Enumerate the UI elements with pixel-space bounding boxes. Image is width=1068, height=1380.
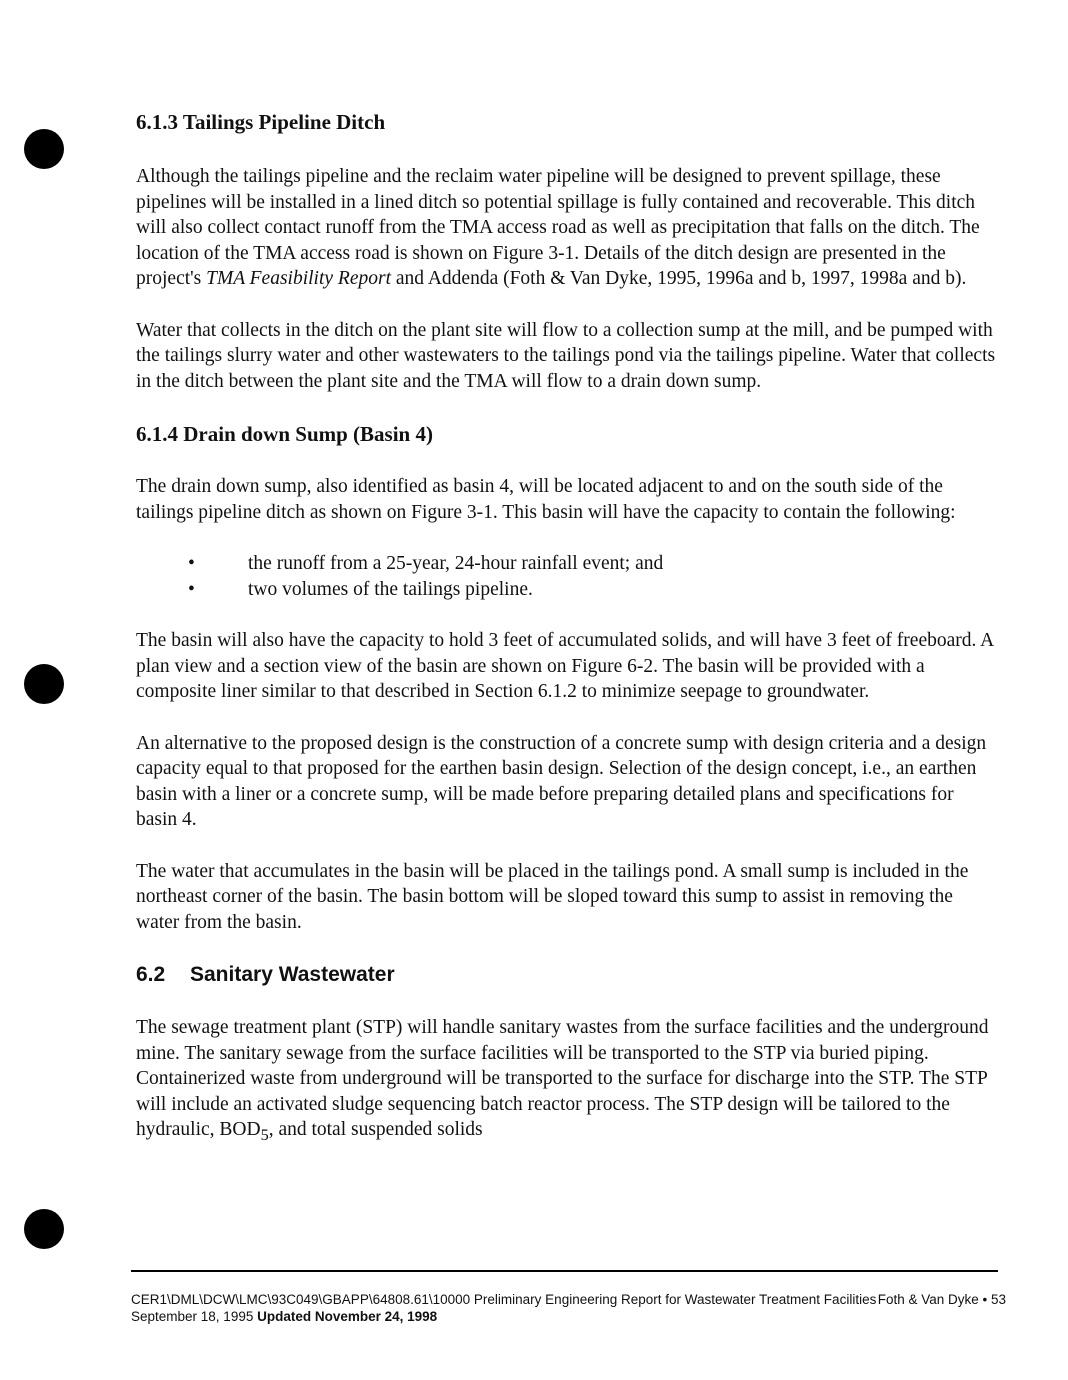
- section-heading-6-2: [136, 961, 996, 989]
- bullet-list: [136, 551, 996, 602]
- list-item: [136, 577, 996, 603]
- page-body: [136, 108, 996, 1148]
- footer-date: September 18, 1995: [131, 1309, 258, 1324]
- bullet-icon: •: [188, 553, 195, 574]
- section-heading-6-1-3: 6.1.3 Tailings Pipeline Ditch: [136, 110, 386, 134]
- report-title-italic: TMA Feasibility Report: [206, 268, 391, 289]
- section-title: Sanitary Wastewater: [190, 963, 395, 986]
- paragraph-text: The sewage treatment plant (STP) will handle sanitary wastes from the surface facilities and the underground mine. The sanitary sewage from the surface facilities will be transported to the STP via buried piping. Containerized waste from underground will be transported to the surface for discharge into the STP. The STP will include an activated sludge sequencing batch reactor process. The STP design will be tailored to the hydraulic, BOD: [136, 1017, 989, 1140]
- punch-hole-icon: [24, 129, 64, 169]
- page-footer: [131, 1291, 1006, 1325]
- section-number: 6.2: [136, 963, 166, 986]
- footer-updated: Updated November 24, 1998: [257, 1309, 438, 1324]
- list-item: [136, 551, 996, 577]
- footer-company-page: Foth & Van Dyke • 53: [877, 1292, 1006, 1307]
- paragraph-text: Although the tailings pipeline and the reclaim water pipeline will be designed to prevent spillage, these pipelines will be installed in a lined ditch so potential spillage is fully contained and recoverable. This ditch will also collect contact runoff from the TMA access road as well as precipitation that falls on the ditch. The location of the TMA access road is shown on Figure 3-1. Details of the ditch design are presented in the project's: [136, 166, 980, 289]
- footer-path-title: CER1\DML\DCW\LMC\93C049\GBAPP\64808.61\10000 Preliminary Engineering Report for Wastewater Treatment Facilities: [131, 1292, 877, 1307]
- paragraph: The basin will also have the capacity to hold 3 feet of accumulated solids, and will have 3 feet of freeboard. A plan view and a section view of the basin are shown on Figure 6-2. The basin will be provided with a composite liner similar to that described in Section 6.1.2 to minimize seepage to groundwater.: [136, 630, 994, 702]
- footer-divider: [131, 1270, 998, 1272]
- list-item-text: the runoff from a 25-year, 24-hour rainfall event; and: [248, 553, 664, 574]
- paragraph-text: and Addenda (Foth & Van Dyke, 1995, 1996a and b, 1997, 1998a and b).: [391, 268, 967, 289]
- paragraph: Water that collects in the ditch on the plant site will flow to a collection sump at the mill, and be pumped with the tailings slurry water and other wastewaters to the tailings pond via the tailings pipeline. Water that collects in the ditch between the plant site and the TMA will flow to a drain down sump.: [136, 319, 996, 392]
- section-heading-6-1-4: 6.1.4 Drain down Sump (Basin 4): [136, 422, 433, 446]
- paragraph: The drain down sump, also identified as basin 4, will be located adjacent to and on the south side of the tailings pipeline ditch as shown on Figure 3-1. This basin will have the capacity to contain the following:: [136, 476, 956, 523]
- paragraph: [136, 1015, 996, 1148]
- paragraph: The water that accumulates in the basin will be placed in the tailings pond. A small sump is included in the northeast corner of the basin. The basin bottom will be sloped toward this sump to assist in removing the water from the basin.: [136, 860, 969, 933]
- punch-hole-icon: [24, 1209, 64, 1249]
- bullet-icon: •: [188, 578, 195, 600]
- paragraph: An alternative to the proposed design is the construction of a concrete sump with design criteria and a design capacity equal to that proposed for the earthen basin design. Selection of the design concept, i.e., an earthen basin with a liner or a concrete sump, will be made before preparing detailed plans and specifications for basin 4.: [136, 732, 987, 830]
- subscript: 5: [260, 1125, 269, 1144]
- paragraph: [136, 164, 996, 292]
- list-item-text: two volumes of the tailings pipeline.: [248, 578, 533, 600]
- paragraph-text: , and total suspended solids: [268, 1119, 483, 1140]
- punch-hole-icon: [24, 664, 64, 704]
